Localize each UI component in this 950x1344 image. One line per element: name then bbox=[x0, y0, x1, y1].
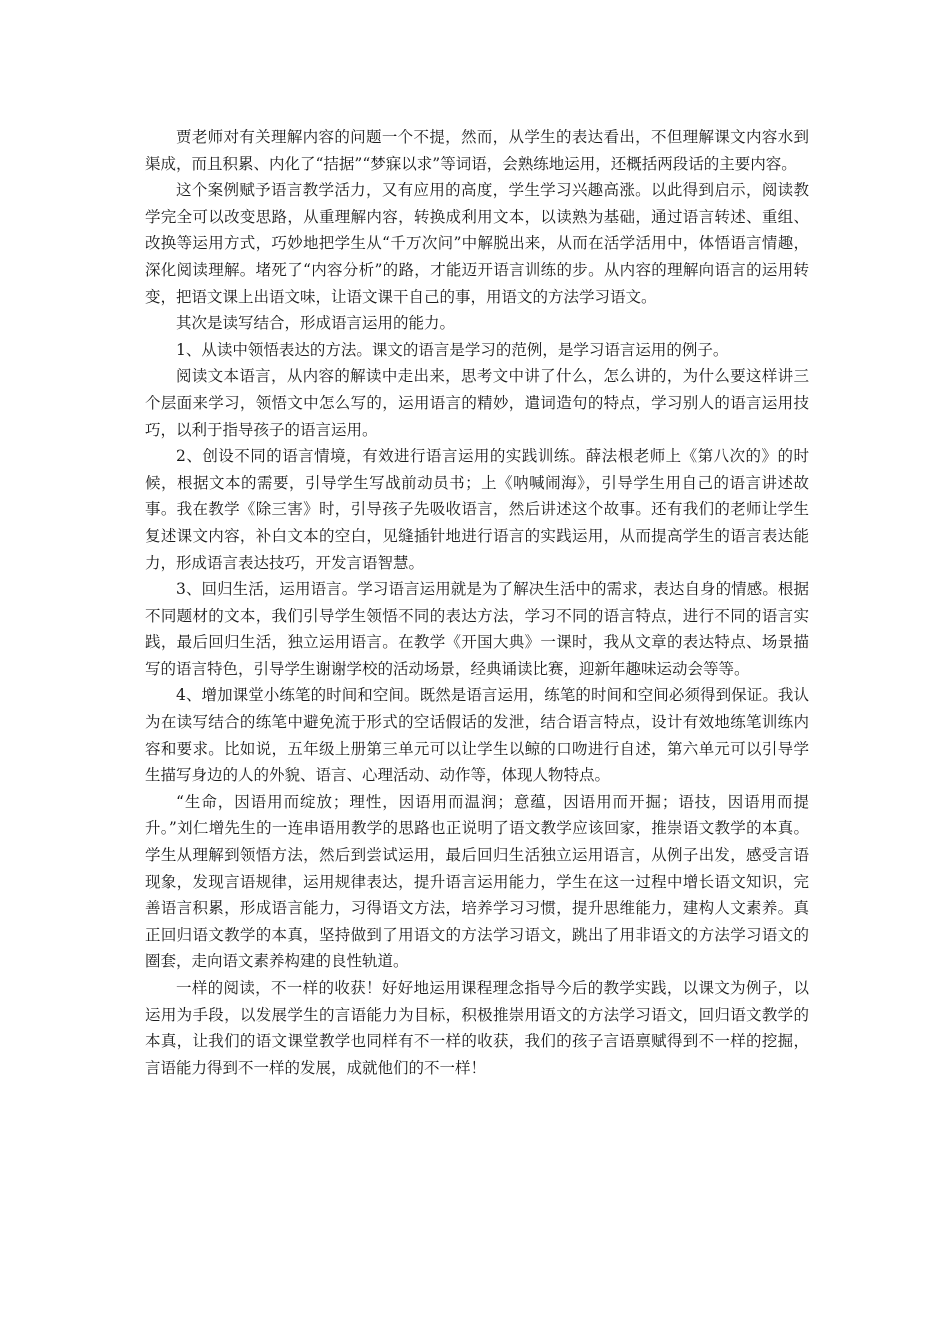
paragraph-3: 其次是读写结合，形成语言运用的能力。 bbox=[176, 314, 456, 333]
document-body bbox=[145, 124, 809, 1081]
paragraph-6: 2、创设不同的语言情境，有效进行语言运用的实践训练。薛法根老师上《第八次的》的时候，根据文本的需要，引导学生写战前动员书；上《呐喊闹海》，引导学生用自己的语言讲述故事。我在教学《除三害》时，引导孩子先吸收语言，然后讲述这个故事。还有我们的老师让学生复述课文内容，补白文本的空白，见缝插针地进行语言的实践运用，从而提高学生的语言表达能力，形成语言表达技巧，开发言语智慧。 bbox=[145, 447, 809, 572]
paragraph-1: 贾老师对有关理解内容的问题一个不提，然而，从学生的表达看出，不但理解课文内容水到渠成，而且积累、内化了“拮据”“梦寐以求”等词语，会熟练地运用，还概括两段话的主要内容。 bbox=[145, 128, 809, 173]
paragraph-5: 阅读文本语言，从内容的解读中走出来，思考文中讲了什么，怎么讲的，为什么要这样讲三个层面来学习，领悟文中怎么写的，运用语言的精妙，遣词造句的特点，学习别人的语言运用技巧，以利于指导孩子的语言运用。 bbox=[145, 367, 809, 439]
paragraph-10: 一样的阅读，不一样的收获！好好地运用课程理念指导今后的教学实践，以课文为例子，以运用为手段，以发展学生的言语能力为目标，积极推崇用语文的方法学习语文，回归语文教学的本真，让我们的语文课堂教学也同样有不一样的收获，我们的孩子言语禀赋得到不一样的挖掘，言语能力得到不一样的发展，成就他们的不一样！ bbox=[145, 979, 809, 1077]
paragraph-7: 3、回归生活，运用语言。学习语言运用就是为了解决生活中的需求，表达自身的情感。根据不同题材的文本，我们引导学生领悟不同的表达方法，学习不同的语言特点，进行不同的语言实践，最后回归生活，独立运用语言。在教学《开国大典》一课时，我从文章的表达特点、场景描写的语言特色，引导学生谢谢学校的活动场景，经典诵读比赛，迎新年趣味运动会等等。 bbox=[145, 580, 809, 678]
paragraph-4: 1、从读中领悟表达的方法。课文的语言是学习的范例，是学习语言运用的例子。 bbox=[176, 340, 729, 359]
paragraph-9: “生命，因语用而绽放；理性，因语用而温润；意蕴，因语用而开掘；语技，因语用而提升。”刘仁增先生的一连串语用教学的思路也正说明了语文教学应该回家，推崇语文教学的本真。学生从理解到领悟方法，然后到尝试运用，最后回归生活独立运用语言，从例子出发，感受言语现象，发现言语规律，运用规律表达，提升语言运用能力，学生在这一过程中增长语文知识，完善语言积累，形成语言能力，习得语文方法，培养学习习惯，提升思维能力，建构人文素养。真正回归语文教学的本真，坚持做到了用语文的方法学习语文，跳出了用非语文的方法学习语文的圈套，走向语文素养构建的良性轨道。 bbox=[145, 792, 809, 971]
paragraph-2: 这个案例赋予语言教学活力，又有应用的高度，学生学习兴趣高涨。以此得到启示，阅读教学完全可以改变思路，从重理解内容，转换成利用文本，以读熟为基础，通过语言转述、重组、改换等运用方式，巧妙地把学生从“千万次问”中解脱出来，从而在活学活用中，体悟语言情趣，深化阅读理解。堵死了“内容分析”的路，才能迈开语言训练的步。从内容的理解向语言的运用转变，把语文课上出语文味，让语文课干自己的事，用语文的方法学习语文。 bbox=[145, 181, 809, 306]
paragraph-8: 4、增加课堂小练笔的时间和空间。既然是语言运用，练笔的时间和空间必须得到保证。我认为在读写结合的练笔中避免流于形式的空话假话的发泄，结合语言特点，设计有效地练笔训练内容和要求。比如说，五年级上册第三单元可以让学生以鲸的口吻进行自述，第六单元可以引导学生描写身边的人的外貌、语言、心理活动、动作等，体现人物特点。 bbox=[145, 686, 809, 785]
